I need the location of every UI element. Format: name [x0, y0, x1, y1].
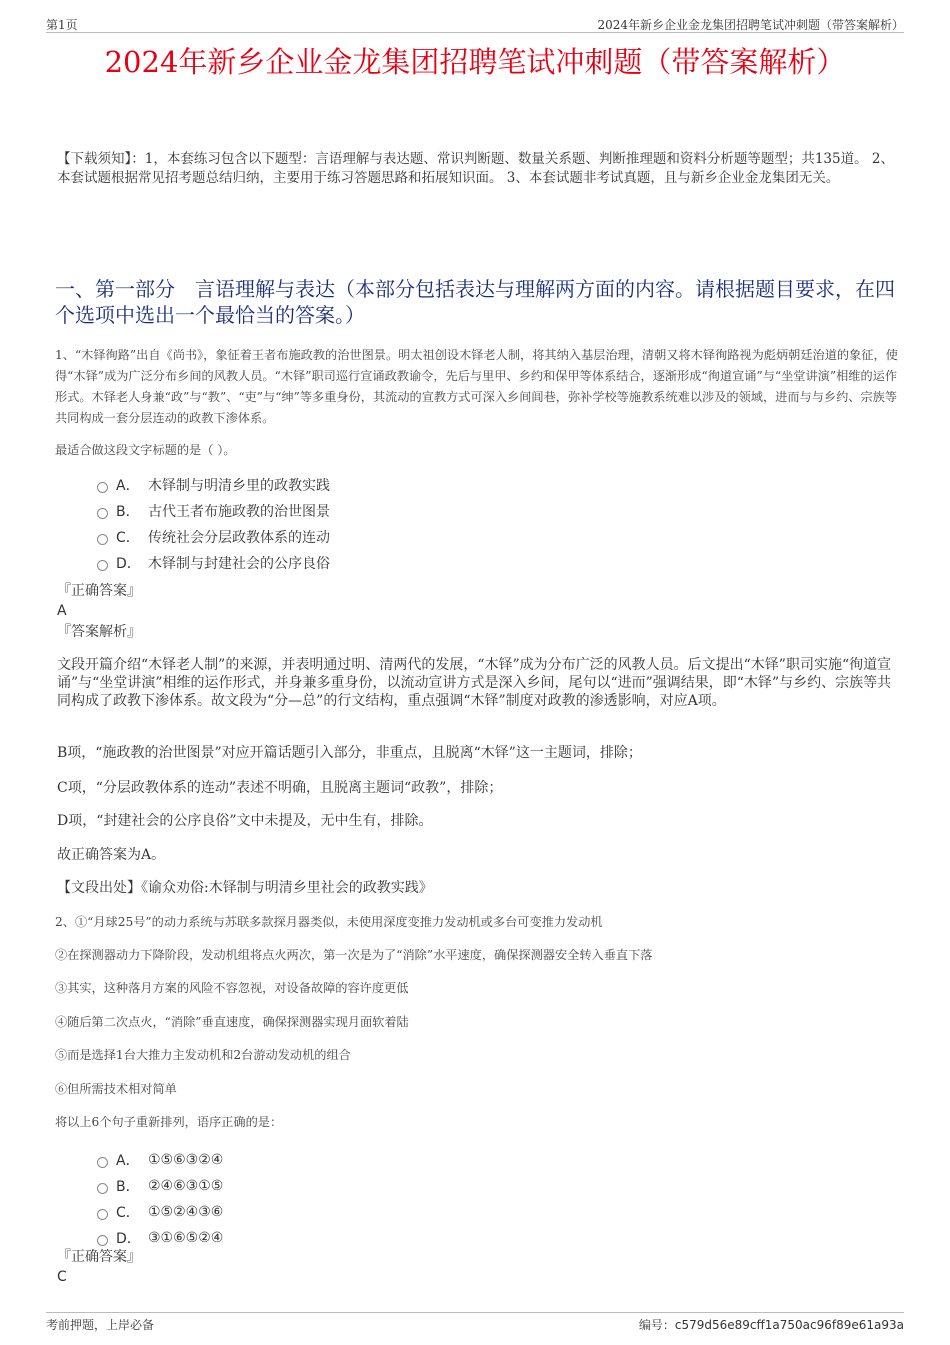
- q1-option-a[interactable]: A． 木铎制与明清乡里的政教实践: [97, 472, 330, 498]
- q2-option-d[interactable]: D． ③①⑥⑤②④: [97, 1225, 223, 1251]
- q2-answer-label: 『正确答案』: [57, 1249, 141, 1265]
- q2-sentence-5: ⑤而是选择1台大推力主发动机和2台游动发动机的组合: [55, 1048, 351, 1062]
- page-footer: [46, 1312, 904, 1332]
- q2-answer: C: [57, 1269, 67, 1285]
- q2-sentence-4: ④随后第二次点火，“消除”垂直速度，确保探测器实现月面软着陆: [55, 1015, 409, 1029]
- q1-analysis-main: 文段开篇介绍“木铎老人制”的来源，并表明通过明、清两代的发展，“木铎”成为分布广泛的风教人员。后文提出“木铎”职司实施“徇道宣诵”与“坐堂讲演”相维的运作形式，并身兼多重身份，以流动宣讲方式是深入乡间，尾句以“进而”强调结果，即“木铎”与乡约、宗族等共同构成了政教下渗体系。故文段为“分—总”的行文结构，重点强调“木铎”制度对政教的渗透影响，对应A项。: [57, 657, 892, 709]
- q1-stem: 1、“木铎徇路”出自《尚书》，象征着王者布施政教的治世图景。明太祖创设木铎老人制，将其纳入基层治理，清朝又将木铎徇路视为彪炳朝廷治道的象征，使得“木铎”成为广泛分布乡间的风教人员。“木铎”职司巡行宣诵政教谕令，先后与里甲、乡约和保甲等体系结合，逐渐形成“徇道宣诵”与“坐堂讲演”相维的运作形式。木铎老人身兼“政”与“教”、“吏”与“绅”等多重身份，其流动的宣教方式可深入乡间闾巷，弥补学校等施教系统难以涉及的领域，进而与与乡约、宗族等共同构成一套分层连动的政教下渗体系。: [55, 348, 898, 425]
- q2-options: [97, 1147, 223, 1251]
- radio-icon[interactable]: [97, 1209, 108, 1220]
- q1-analysis-b: B项，“施政教的治世图景”对应开篇话题引入部分，非重点，且脱离“木铎”这一主题词，排除；: [57, 745, 642, 761]
- page-header: [46, 14, 904, 33]
- q1-source: 【文段出处】《谕众劝俗:木铎制与明清乡里社会的政教实践》: [57, 880, 433, 896]
- q1-analysis-c: C项，“分层政教体系的连动”表述不明确，且脱离主题词“政教”，排除；: [57, 780, 503, 796]
- footer-slogan: 考前押题，上岸必备: [46, 1318, 155, 1332]
- q1-answer: A: [57, 603, 67, 619]
- q1-options: [97, 472, 330, 576]
- q2-option-c[interactable]: C． ①⑤②④③⑥: [97, 1199, 223, 1225]
- radio-icon[interactable]: [97, 1183, 108, 1194]
- q1-prompt: 最适合做这段文字标题的是（ ）。: [55, 443, 236, 457]
- q1-analysis-d: D项，“封建社会的公序良俗”文中未提及，无中生有，排除。: [57, 813, 433, 829]
- radio-icon[interactable]: [97, 1235, 108, 1246]
- document-title: 2024年新乡企业金龙集团招聘笔试冲刺题（带答案解析）: [104, 45, 846, 79]
- page-number: 第1页: [46, 18, 78, 32]
- q1-analysis-label: 『答案解析』: [57, 624, 141, 640]
- q2-sentence-1: 2、①“月球25号”的动力系统与苏联多款探月器类似，未使用深度变推力发动机或多台可变推力发动机: [55, 915, 603, 929]
- radio-icon[interactable]: [97, 508, 108, 519]
- q2-option-a[interactable]: A． ①⑤⑥③②④: [97, 1147, 223, 1173]
- radio-icon[interactable]: [97, 1157, 108, 1168]
- radio-icon[interactable]: [97, 560, 108, 571]
- q2-sentence-2: ②在探测器动力下降阶段，发动机组将点火两次，第一次是为了“消除”水平速度，确保探测器安全转入垂直下落: [55, 948, 653, 962]
- q2-sentence-3: ③其实，这种落月方案的风险不容忽视，对设备故障的容许度更低: [55, 981, 409, 995]
- q2-option-b[interactable]: B． ②④⑥③①⑤: [97, 1173, 223, 1199]
- footer-code: 编号：c579d56e89cff1a750ac96f89e61a93a: [638, 1318, 904, 1332]
- radio-icon[interactable]: [97, 482, 108, 493]
- radio-icon[interactable]: [97, 534, 108, 545]
- header-doc-title: 2024年新乡企业金龙集团招聘笔试冲刺题（带答案解析）: [597, 18, 904, 32]
- q2-sentence-6: ⑥但所需技术相对简单: [55, 1082, 177, 1096]
- q1-option-c[interactable]: C． 传统社会分层政教体系的连动: [97, 524, 330, 550]
- q1-answer-label: 『正确答案』: [57, 583, 141, 599]
- section-title: 一、第一部分 言语理解与表达（本部分包括表达与理解两方面的内容。请根据题目要求，在四个选项中选出一个最恰当的答案。）: [55, 277, 895, 327]
- download-notice: 【下载须知】：1，本套练习包含以下题型：言语理解与表达题、常识判断题、数量关系题、判断推理题和资料分析题等题型；共135道。 2、本套试题根据常见招考题总结归纳，主要用于练习答题思路和拓展知识面。 3、本套试题非考试真题，且与新乡企业金龙集团无关。: [57, 151, 894, 186]
- q2-prompt: 将以上6个句子重新排列，语序正确的是：: [55, 1115, 283, 1129]
- q1-option-b[interactable]: B． 古代王者布施政教的治世图景: [97, 498, 330, 524]
- q1-analysis-conclusion: 故正确答案为A。: [57, 847, 166, 863]
- q1-option-d[interactable]: D． 木铎制与封建社会的公序良俗: [97, 550, 330, 576]
